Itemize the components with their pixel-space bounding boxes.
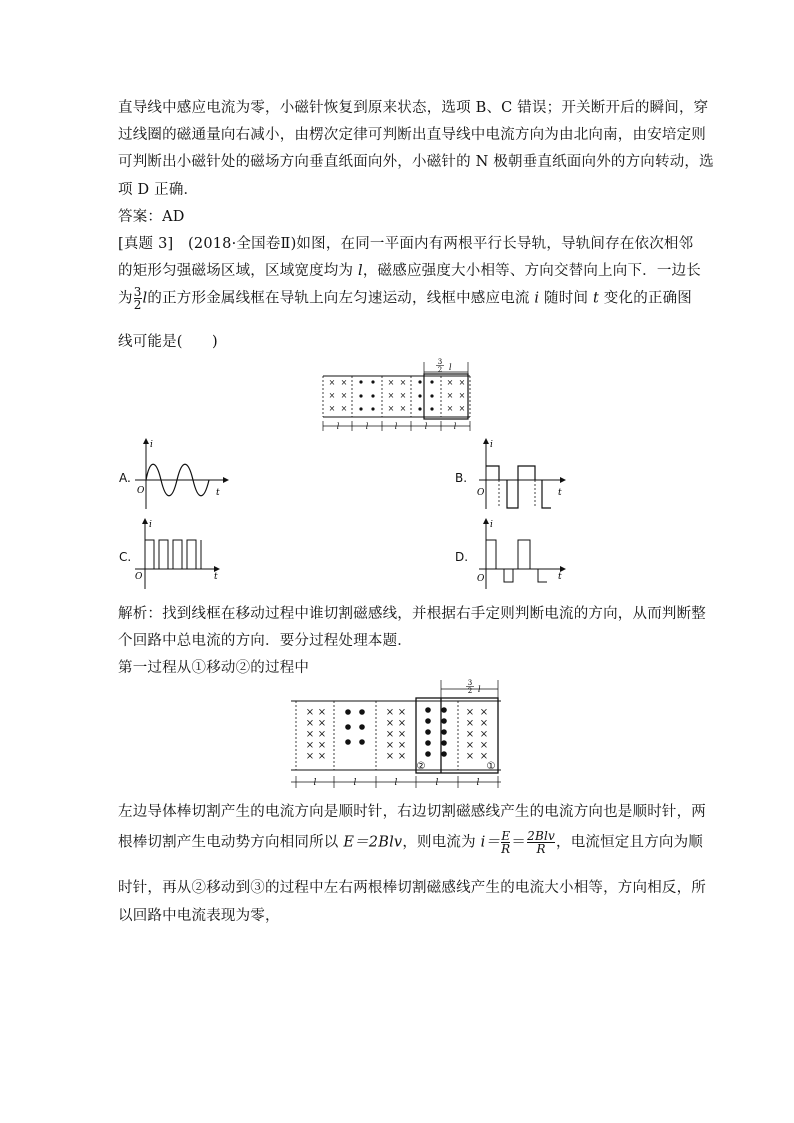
svg-text:×: × <box>340 391 348 400</box>
svg-text:×: × <box>385 740 395 751</box>
svg-text:×: × <box>328 378 336 387</box>
svg-text:t: t <box>558 488 562 498</box>
svg-text:l: l <box>453 422 457 431</box>
svg-text:×: × <box>317 718 327 729</box>
svg-text:×: × <box>479 718 489 729</box>
svg-text:×: × <box>305 718 315 729</box>
svg-text:×: × <box>305 740 315 751</box>
conclusion-line: 时针，再从②移动到③的过程中左右两根棒切割磁感线产生的电流大小相等，方向相反，所 <box>118 880 706 896</box>
svg-text:×: × <box>397 751 407 762</box>
question-line: [真题 3] (2018·全国卷Ⅱ)如图，在同一平面内有两根平行长导轨，导轨间存在依次相邻 <box>118 236 694 252</box>
answer-line: 答案：AD <box>118 209 185 225</box>
svg-text:×: × <box>397 729 407 740</box>
svg-text:×: × <box>305 729 315 740</box>
svg-text:×: × <box>465 707 475 718</box>
question-line: 线可能是( ) <box>118 334 218 350</box>
svg-text:×: × <box>458 391 466 400</box>
svg-text:l: l <box>353 778 357 788</box>
field-region-diagram <box>318 356 478 434</box>
svg-text:×: × <box>399 391 407 400</box>
svg-text:×: × <box>317 707 327 718</box>
svg-text:O: O <box>137 486 145 496</box>
svg-text:O: O <box>477 488 485 498</box>
conclusion-line: 左边导体棒切割产生的电流方向是顺时针，右边切割磁感线产生的电流方向也是顺时针，两 <box>118 804 706 820</box>
svg-text:×: × <box>465 718 475 729</box>
svg-text:×: × <box>305 707 315 718</box>
svg-text:×: × <box>305 751 315 762</box>
analysis-line: 第一过程从①移动②的过程中 <box>118 660 310 676</box>
text-line: 项 D 正确． <box>118 182 199 198</box>
fraction-three-halves: $\frac{3}{2}$ <box>133 285 142 312</box>
svg-text:×: × <box>479 740 489 751</box>
option-a-label[interactable]: A. <box>119 471 131 485</box>
analysis-line: 解析：找到线框在移动过程中谁切割磁感线，并根据右手定则判断电流的方向，从而判断整 <box>118 606 706 622</box>
svg-text:l: l <box>476 778 480 788</box>
svg-text:×: × <box>340 404 348 413</box>
option-d-label[interactable]: D. <box>455 550 469 564</box>
svg-text:×: × <box>479 751 489 762</box>
svg-text:O: O <box>477 574 485 584</box>
svg-text:×: × <box>385 729 395 740</box>
svg-text:l: l <box>336 422 340 431</box>
svg-text:×: × <box>446 404 454 413</box>
svg-text:t: t <box>214 572 218 582</box>
svg-text:×: × <box>385 707 395 718</box>
analysis-line: 个回路中总电流的方向．要分过程处理本题． <box>118 633 412 649</box>
svg-text:i: i <box>149 520 152 530</box>
svg-text:i: i <box>490 440 493 450</box>
svg-text:×: × <box>397 718 407 729</box>
svg-text:×: × <box>328 404 336 413</box>
svg-text:O: O <box>135 572 143 582</box>
svg-text:×: × <box>397 707 407 718</box>
svg-text:×: × <box>317 729 327 740</box>
svg-text:i: i <box>150 440 153 450</box>
svg-text:×: × <box>479 729 489 740</box>
svg-text:×: × <box>399 404 407 413</box>
svg-text:l: l <box>449 363 452 372</box>
option-a-graph[interactable] <box>130 437 230 513</box>
svg-text:×: × <box>465 729 475 740</box>
svg-text:2: 2 <box>437 366 443 374</box>
svg-text:l: l <box>313 778 317 788</box>
svg-text:×: × <box>317 751 327 762</box>
text-line: 过线圈的磁通量向右减小，由楞次定律可判断出直导线中电流方向为由北向南，由安培定则 <box>118 127 706 143</box>
svg-text:×: × <box>387 391 395 400</box>
svg-text:×: × <box>328 391 336 400</box>
svg-text:×: × <box>387 404 395 413</box>
text-line: 直导线中感应电流为零，小磁针恢复到原来状态，选项 B、C 错误；开关断开后的瞬间，穿 <box>118 100 709 116</box>
question-line: 的矩形匀强磁场区域，区域宽度均为 l，磁感应强度大小相等、方向交替向上向下．一边长 <box>118 263 701 279</box>
conclusion-line: 以回路中电流表现为零， <box>118 908 280 924</box>
question-line: 为 $\frac{3}{2}$ l的正方形金属线框在导轨上向左匀速运动，线框中感应电流 i 随时间 t 变化的正确图 <box>118 285 693 312</box>
svg-text:l: l <box>394 422 398 431</box>
option-b-label[interactable]: B. <box>455 471 468 485</box>
svg-text:×: × <box>387 378 395 387</box>
svg-text:×: × <box>465 740 475 751</box>
marker-1: ① <box>486 761 496 772</box>
svg-text:×: × <box>385 718 395 729</box>
svg-text:l: l <box>365 422 369 431</box>
svg-text:l: l <box>435 778 439 788</box>
option-d-graph[interactable] <box>474 517 574 591</box>
svg-text:×: × <box>399 378 407 387</box>
svg-text:l: l <box>424 422 428 431</box>
svg-text:×: × <box>397 740 407 751</box>
svg-text:×: × <box>385 751 395 762</box>
svg-text:i: i <box>490 520 493 530</box>
svg-text:×: × <box>479 707 489 718</box>
text-line: 可判断出小磁针处的磁场方向垂直纸面向外，小磁针的 N 极朝垂直纸面向外的方向转动，选 <box>118 154 714 170</box>
svg-text:×: × <box>317 740 327 751</box>
svg-text:3: 3 <box>467 679 473 687</box>
svg-text:×: × <box>340 378 348 387</box>
svg-text:3: 3 <box>437 358 443 366</box>
svg-text:×: × <box>458 378 466 387</box>
svg-text:t: t <box>216 488 220 498</box>
svg-text:l: l <box>394 778 398 788</box>
option-c-graph[interactable] <box>130 517 230 591</box>
svg-text:×: × <box>446 391 454 400</box>
svg-text:×: × <box>446 378 454 387</box>
option-c-label[interactable]: C. <box>119 550 132 564</box>
svg-text:l: l <box>478 685 481 694</box>
process-diagram <box>288 678 506 794</box>
conclusion-line: 根棒切割产生电动势方向相同所以 E＝2Blv，则电流为 i＝ $\frac{E}{R}$ ＝ $\frac{\text{2Blv}}{R}$ ，电流恒定且方向为顺 <box>118 829 703 856</box>
svg-text:2: 2 <box>467 687 473 695</box>
svg-text:t: t <box>558 572 562 582</box>
marker-2: ② <box>416 761 426 772</box>
svg-text:×: × <box>458 404 466 413</box>
option-b-graph[interactable] <box>474 437 574 513</box>
emf-formula: E＝2Blv <box>343 834 403 851</box>
svg-text:×: × <box>465 751 475 762</box>
